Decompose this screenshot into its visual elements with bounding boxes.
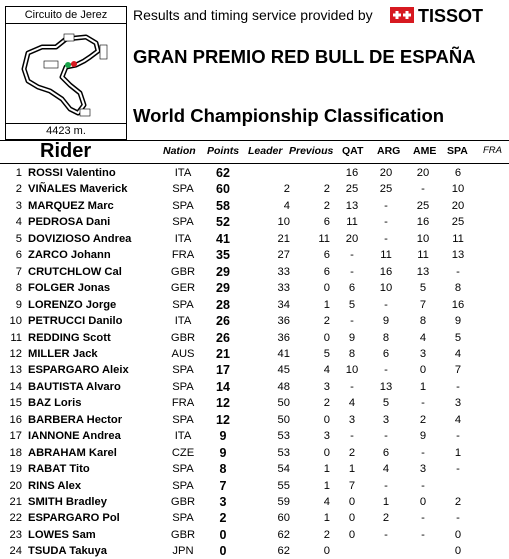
points-arg: 2 — [382, 512, 390, 525]
rider-points: 3 — [219, 495, 227, 509]
rider-points: 52 — [216, 215, 230, 230]
gap-to-previous: 4 — [323, 364, 330, 377]
points-qat: - — [350, 315, 354, 328]
event-title: GRAN PREMIO RED BULL DE ESPAÑA — [133, 46, 476, 67]
points-ame: 7 — [419, 298, 427, 311]
rider-position: 3 — [15, 199, 22, 212]
rider-position: 24 — [9, 545, 22, 558]
points-spa: - — [456, 463, 460, 476]
points-ame: 0 — [419, 496, 427, 508]
table-row — [0, 510, 509, 526]
points-qat: 25 — [345, 183, 359, 196]
rider-points: 0 — [219, 527, 227, 542]
rider-position: 2 — [15, 183, 22, 196]
gap-to-leader: 2 — [283, 183, 290, 196]
rider-position: 10 — [9, 315, 22, 328]
rider-position: 22 — [9, 512, 22, 525]
rider-points: 9 — [219, 445, 227, 460]
rider-nation: FRA — [171, 249, 195, 262]
table-row — [0, 264, 509, 280]
rider-position: 17 — [9, 430, 22, 443]
table-row — [0, 247, 509, 263]
rider-name: RINS Alex — [28, 479, 82, 492]
gap-to-previous: 5 — [323, 347, 330, 360]
col-header-arg: ARG — [377, 145, 401, 157]
rider-position: 19 — [9, 463, 22, 476]
points-arg: 13 — [379, 380, 393, 393]
rider-position: 21 — [9, 496, 22, 508]
points-arg: 10 — [379, 282, 393, 295]
points-arg: 9 — [382, 315, 390, 328]
rider-nation: SPA — [172, 413, 194, 426]
points-arg: - — [384, 528, 388, 541]
rider-nation: SPA — [172, 183, 194, 196]
col-header-fra: FRA — [483, 145, 502, 156]
rider-name: LORENZO Jorge — [28, 298, 117, 311]
track-map-icon — [14, 29, 120, 121]
points-spa: 0 — [454, 528, 462, 541]
points-qat: 13 — [345, 199, 359, 212]
rider-position: 12 — [9, 347, 22, 360]
table-row — [0, 297, 509, 313]
points-ame: 13 — [416, 265, 430, 278]
table-row — [0, 379, 509, 395]
points-arg: 11 — [380, 249, 392, 262]
gap-to-leader: 4 — [283, 199, 290, 212]
points-qat: 0 — [348, 496, 356, 508]
rider-nation: SPA — [172, 216, 194, 229]
sponsor-logo-text: TISSOT — [418, 6, 484, 26]
points-ame: 8 — [419, 315, 427, 328]
rider-name: ESPARGARO Aleix — [28, 364, 129, 377]
gap-to-leader: 33 — [277, 265, 290, 278]
points-spa: - — [456, 265, 460, 278]
rider-nation: SPA — [172, 512, 194, 525]
points-spa: 20 — [451, 199, 465, 212]
points-spa: 5 — [454, 331, 462, 344]
points-qat: - — [350, 265, 354, 278]
rider-nation: GER — [170, 282, 196, 295]
gap-to-previous: 0 — [323, 413, 330, 426]
circuit-name: Circuito de Jerez — [6, 7, 126, 24]
gap-to-previous: 6 — [323, 216, 330, 229]
gap-to-previous: 1 — [323, 512, 330, 525]
rider-position: 9 — [15, 298, 22, 311]
rider-points: 2 — [219, 511, 227, 526]
rider-nation: SPA — [172, 364, 194, 377]
col-header-qat: QAT — [342, 145, 364, 157]
points-arg: 1 — [382, 496, 390, 508]
rider-points: 21 — [216, 346, 230, 361]
rider-name: MARQUEZ Marc — [28, 199, 114, 212]
col-header-nation: Nation — [163, 145, 196, 157]
points-arg: 8 — [382, 331, 390, 344]
points-qat: 5 — [348, 298, 356, 311]
points-spa: 10 — [451, 183, 465, 196]
gap-to-leader: 34 — [277, 298, 290, 311]
rider-name: PEDROSA Dani — [28, 216, 111, 229]
rider-name: RABAT Tito — [28, 463, 90, 476]
rider-position: 1 — [15, 167, 22, 179]
points-arg: 6 — [382, 446, 390, 459]
rider-position: 7 — [15, 265, 22, 278]
gap-to-previous: 2 — [323, 183, 330, 196]
rider-nation: SPA — [172, 199, 194, 212]
rider-nation: GBR — [170, 331, 196, 344]
points-ame: 3 — [419, 463, 427, 476]
points-qat: 6 — [348, 282, 356, 295]
points-spa: 4 — [454, 413, 462, 426]
rider-position: 20 — [9, 479, 22, 492]
rider-name: BAZ Loris — [28, 397, 82, 410]
rider-points: 29 — [216, 264, 230, 279]
rider-position: 16 — [9, 413, 22, 426]
table-divider — [0, 163, 509, 164]
rider-points: 26 — [216, 314, 230, 329]
gap-to-previous: 6 — [323, 249, 330, 262]
points-arg: 25 — [379, 183, 393, 196]
gap-to-leader: 33 — [277, 282, 290, 295]
gap-to-previous: 1 — [323, 463, 330, 476]
gap-to-leader: 36 — [277, 315, 290, 328]
gap-to-previous: 0 — [323, 545, 330, 558]
col-header-spa: SPA — [447, 145, 468, 157]
points-qat: 16 — [345, 167, 359, 179]
rider-name: ROSSI Valentino — [28, 167, 116, 179]
rider-nation: JPN — [172, 545, 194, 558]
points-arg: 20 — [379, 167, 393, 179]
points-ame: 3 — [419, 347, 427, 360]
rider-points: 9 — [219, 429, 227, 444]
rider-nation: GBR — [170, 265, 196, 278]
points-ame: 4 — [419, 331, 427, 344]
table-row — [0, 362, 509, 378]
rider-position: 14 — [9, 380, 22, 393]
gap-to-previous: 1 — [323, 298, 330, 311]
rider-points: 17 — [216, 363, 230, 378]
points-spa: 7 — [454, 364, 462, 377]
rider-position: 13 — [9, 364, 22, 377]
gap-to-leader: 60 — [277, 512, 290, 525]
table-row — [0, 198, 509, 214]
rider-points: 29 — [216, 281, 230, 296]
rider-nation: FRA — [171, 397, 195, 410]
points-qat: - — [350, 380, 354, 393]
rider-name: REDDING Scott — [28, 331, 111, 344]
rider-points: 12 — [216, 412, 230, 427]
rider-position: 8 — [15, 282, 22, 295]
rider-name: ABRAHAM Karel — [28, 446, 117, 459]
gap-to-leader: 55 — [277, 479, 290, 492]
table-row — [0, 543, 509, 559]
rider-points: 35 — [216, 248, 230, 263]
rider-name: BAUTISTA Alvaro — [28, 380, 121, 393]
rider-nation: GBR — [170, 496, 196, 508]
points-ame: 20 — [416, 167, 430, 179]
rider-points: 0 — [219, 544, 227, 559]
points-qat: 8 — [348, 347, 356, 360]
table-row — [0, 346, 509, 362]
gap-to-previous: 2 — [323, 397, 330, 410]
rider-points: 58 — [216, 198, 230, 213]
points-spa: 11 — [452, 232, 464, 245]
gap-to-previous: 0 — [323, 446, 330, 459]
rider-position: 6 — [15, 249, 22, 262]
rider-name: PETRUCCI Danilo — [28, 315, 123, 328]
rider-name: DOVIZIOSO Andrea — [28, 232, 132, 245]
points-spa: 16 — [451, 298, 465, 311]
table-row — [0, 231, 509, 247]
table-row — [0, 165, 509, 181]
rider-position: 4 — [15, 216, 22, 229]
gap-to-leader: 41 — [277, 347, 290, 360]
rider-nation: ITA — [174, 315, 192, 328]
points-ame: 16 — [416, 216, 430, 229]
gap-to-previous: 0 — [323, 331, 330, 344]
gap-to-leader: 54 — [277, 463, 290, 476]
gap-to-leader: 10 — [277, 216, 290, 229]
points-arg: 16 — [379, 265, 393, 278]
gap-to-leader: 53 — [277, 430, 290, 443]
col-header-rider: Rider — [40, 140, 92, 162]
gap-to-leader: 59 — [277, 496, 290, 508]
points-ame: 9 — [419, 430, 427, 443]
points-qat: - — [350, 430, 354, 443]
gap-to-leader: 50 — [277, 413, 290, 426]
table-row — [0, 412, 509, 428]
points-arg: - — [384, 216, 388, 229]
rider-points: 8 — [219, 462, 227, 477]
timing-service-text: Results and timing service provided by — [133, 7, 373, 23]
points-ame: - — [421, 512, 425, 525]
rider-points: 7 — [219, 478, 227, 493]
table-row — [0, 478, 509, 494]
rider-name: TSUDA Takuya — [28, 545, 107, 558]
table-row — [0, 214, 509, 230]
rider-points: 12 — [216, 396, 230, 411]
points-arg: - — [384, 479, 388, 492]
points-qat: 0 — [348, 512, 356, 525]
rider-name: MILLER Jack — [28, 347, 98, 360]
rider-nation: SPA — [172, 380, 194, 393]
gap-to-leader: 53 — [277, 446, 290, 459]
points-ame: 2 — [419, 413, 427, 426]
rider-points: 62 — [216, 166, 230, 180]
rider-name: BARBERA Hector — [28, 413, 123, 426]
gap-to-leader: 36 — [277, 331, 290, 344]
points-spa: - — [456, 430, 460, 443]
rider-position: 23 — [9, 528, 22, 541]
gap-to-previous: 2 — [323, 199, 330, 212]
points-qat: 1 — [348, 463, 356, 476]
table-row — [0, 280, 509, 296]
gap-to-previous: 4 — [323, 496, 330, 508]
gap-to-leader: 48 — [277, 380, 290, 393]
table-row — [0, 330, 509, 346]
gap-to-previous: 6 — [323, 265, 330, 278]
points-qat: 10 — [345, 364, 359, 377]
rider-points: 14 — [216, 379, 230, 394]
points-arg: - — [384, 199, 388, 212]
points-ame: - — [421, 528, 425, 541]
points-spa: 1 — [454, 446, 462, 459]
points-qat: 11 — [346, 216, 358, 229]
points-arg: 6 — [382, 347, 390, 360]
rider-nation: GBR — [170, 528, 196, 541]
table-row — [0, 445, 509, 461]
points-arg: - — [384, 430, 388, 443]
points-arg: - — [384, 364, 388, 377]
points-spa: 6 — [454, 167, 462, 179]
circuit-panel — [5, 6, 127, 124]
gap-to-leader: 50 — [277, 397, 290, 410]
table-row — [0, 395, 509, 411]
col-header-previous: Previous — [289, 145, 334, 157]
table-row — [0, 313, 509, 329]
points-ame: - — [421, 479, 425, 492]
points-ame: - — [421, 183, 425, 196]
points-spa: 9 — [454, 315, 462, 328]
points-arg: 3 — [382, 413, 390, 426]
gap-to-leader: 62 — [277, 528, 290, 541]
points-ame: 10 — [416, 232, 430, 245]
gap-to-leader: 21 — [277, 232, 290, 245]
rider-name: CRUTCHLOW Cal — [28, 265, 122, 278]
rider-nation: CZE — [171, 446, 195, 459]
points-ame: 11 — [417, 249, 429, 262]
gap-to-previous: 2 — [323, 315, 330, 328]
points-spa: 8 — [454, 282, 462, 295]
points-spa: 4 — [454, 347, 462, 360]
rider-points: 26 — [216, 330, 230, 345]
points-qat: 2 — [348, 446, 356, 459]
rider-position: 18 — [9, 446, 22, 459]
rider-points: 41 — [216, 231, 230, 246]
rider-position: 11 — [10, 331, 22, 344]
points-arg: - — [384, 232, 388, 245]
circuit-length: 4423 m. — [5, 124, 127, 140]
points-spa: 13 — [451, 249, 465, 262]
points-ame: - — [421, 446, 425, 459]
points-qat: - — [350, 249, 354, 262]
gap-to-previous: 3 — [323, 380, 330, 393]
points-qat: 0 — [348, 528, 356, 541]
gap-to-leader: 27 — [277, 249, 290, 262]
points-arg: - — [384, 298, 388, 311]
rider-name: FOLGER Jonas — [28, 282, 111, 295]
rider-name: ZARCO Johann — [28, 249, 111, 262]
gap-to-previous: 3 — [323, 430, 330, 443]
gap-to-leader: 62 — [277, 545, 290, 558]
points-qat: 20 — [345, 232, 359, 245]
gap-to-leader: 45 — [277, 364, 290, 377]
table-row — [0, 181, 509, 197]
rider-position: 5 — [15, 232, 22, 245]
points-qat: 3 — [348, 413, 356, 426]
rider-name: SMITH Bradley — [28, 496, 107, 508]
rider-name: LOWES Sam — [28, 528, 96, 541]
rider-position: 15 — [9, 397, 22, 410]
rider-nation: SPA — [172, 463, 194, 476]
rider-nation: ITA — [174, 430, 192, 443]
points-ame: 25 — [416, 199, 430, 212]
table-row — [0, 461, 509, 477]
points-spa: 0 — [454, 545, 462, 558]
points-ame: - — [421, 397, 425, 410]
points-qat: 4 — [348, 397, 356, 410]
points-spa: - — [456, 512, 460, 525]
points-ame: 5 — [419, 282, 427, 295]
points-qat: 9 — [348, 331, 356, 344]
classification-title: World Championship Classification — [133, 105, 445, 126]
points-spa: - — [456, 380, 460, 393]
table-row — [0, 527, 509, 543]
points-spa: 25 — [451, 216, 465, 229]
rider-points: 28 — [216, 297, 230, 312]
gap-to-previous: 1 — [323, 479, 330, 492]
points-spa: 3 — [454, 397, 462, 410]
table-row — [0, 428, 509, 444]
col-header-points: Points — [207, 145, 240, 157]
rider-name: ESPARGARO Pol — [28, 512, 120, 525]
rider-points: 60 — [216, 182, 230, 197]
col-header-leader: Leader — [248, 145, 283, 157]
rider-nation: SPA — [172, 479, 194, 492]
gap-to-previous: 0 — [323, 282, 330, 295]
tissot-cross-icon — [390, 6, 414, 24]
rider-nation: ITA — [174, 232, 192, 245]
points-ame: 1 — [419, 380, 427, 393]
points-arg: 5 — [382, 397, 390, 410]
points-arg: 4 — [382, 463, 390, 476]
col-header-ame: AME — [413, 145, 437, 157]
rider-nation: SPA — [172, 298, 194, 311]
rider-name: IANNONE Andrea — [28, 430, 121, 443]
points-qat: 7 — [348, 479, 356, 492]
rider-nation: AUS — [171, 347, 195, 360]
rider-nation: ITA — [174, 167, 192, 179]
points-ame: 0 — [419, 364, 427, 377]
gap-to-previous: 2 — [323, 528, 330, 541]
points-spa: 2 — [454, 496, 462, 508]
table-row — [0, 494, 509, 510]
gap-to-previous: 11 — [318, 232, 330, 245]
rider-name: VIÑALES Maverick — [28, 183, 128, 196]
